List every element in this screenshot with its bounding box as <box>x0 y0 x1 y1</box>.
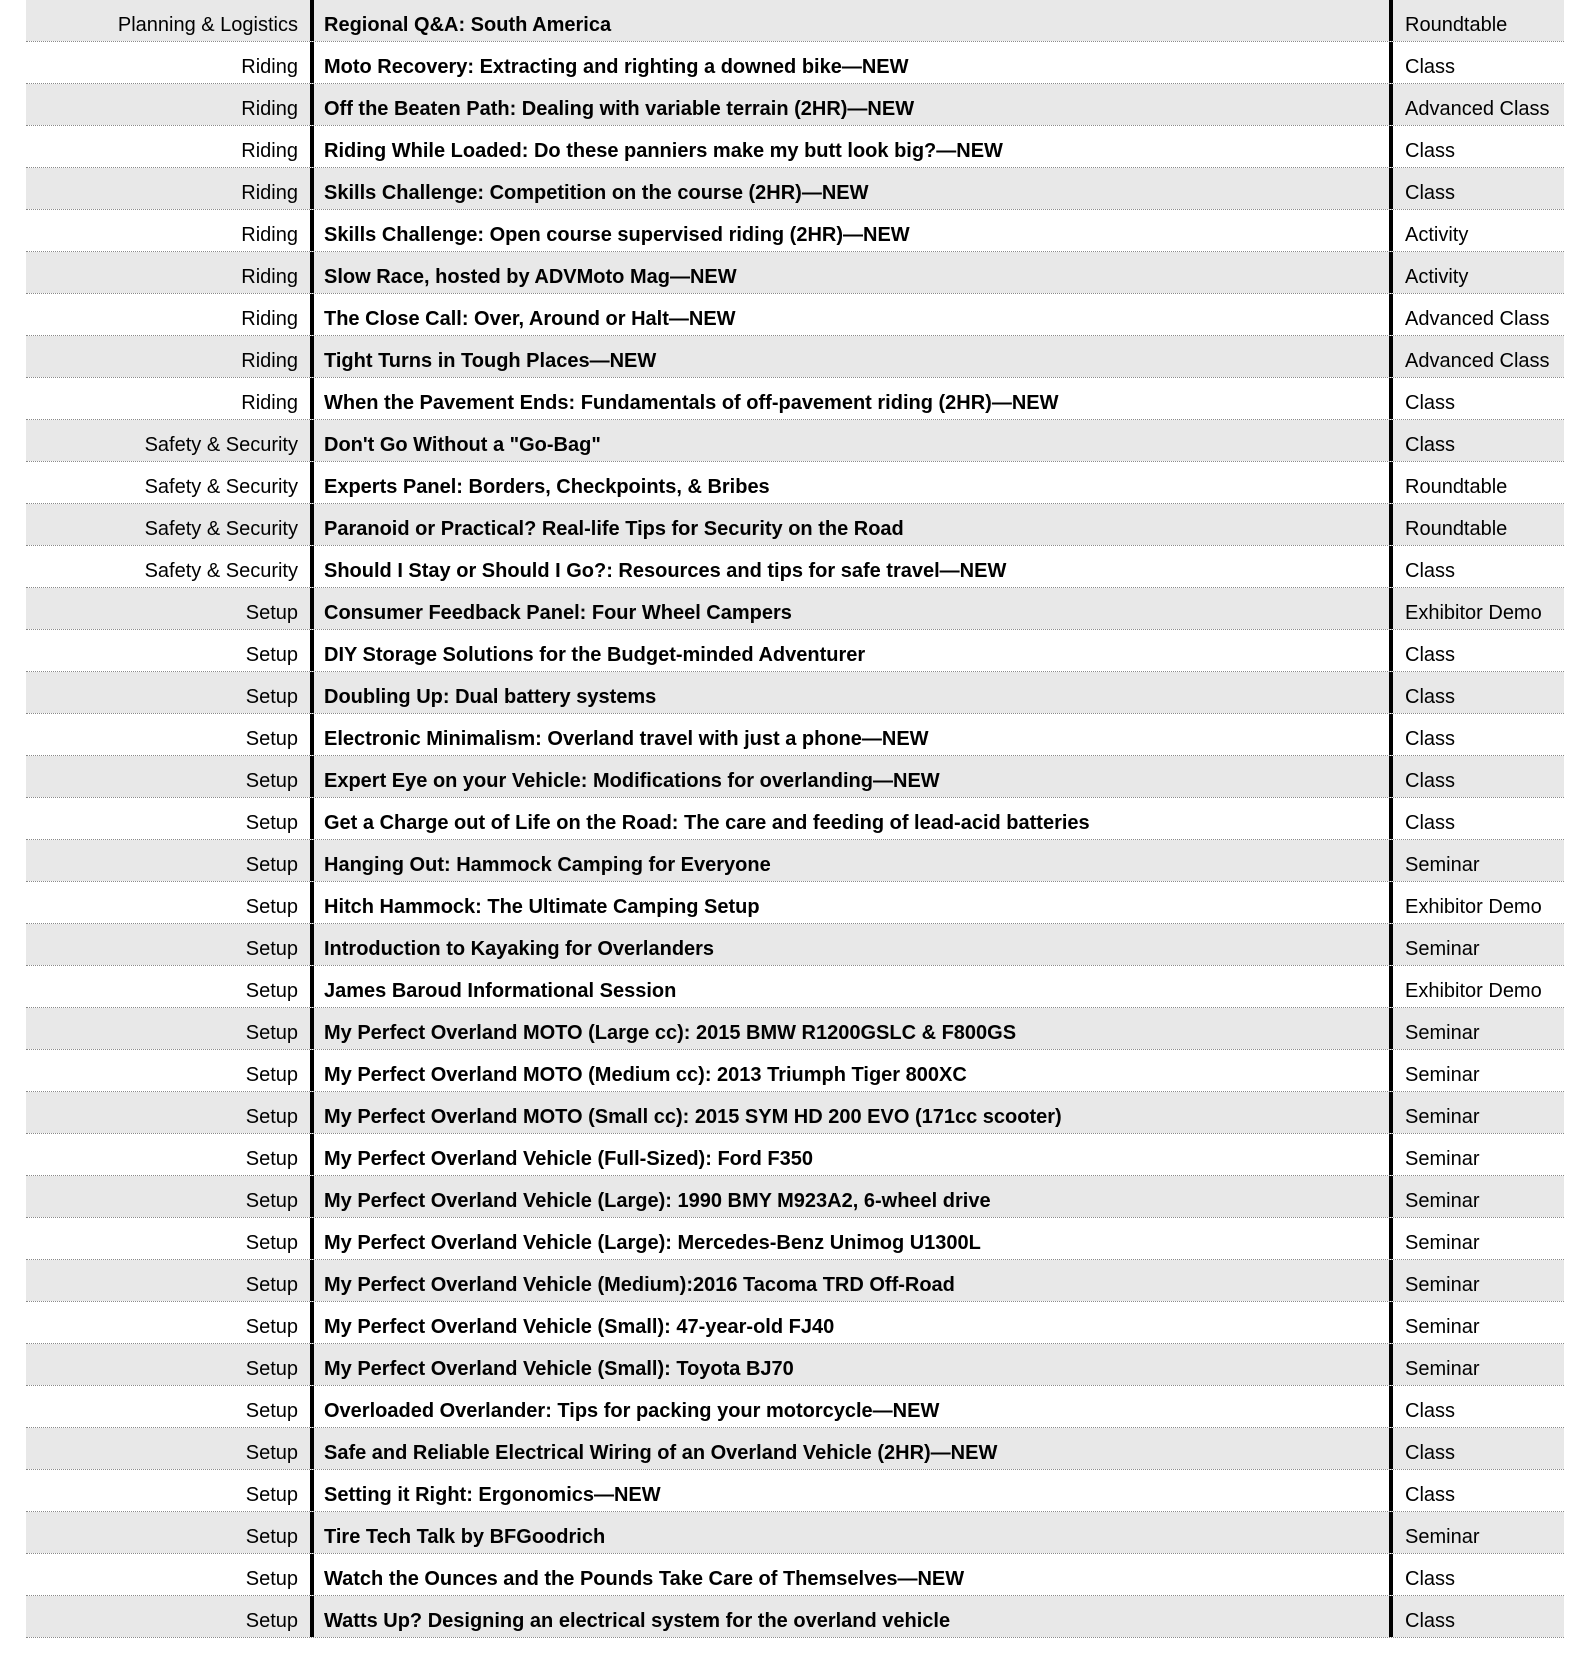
session-title-cell: Get a Charge out of Life on the Road: The care and feeding of lead-acid batteries <box>324 812 1090 834</box>
session-title-cell: Introduction to Kayaking for Overlanders <box>314 924 1389 965</box>
table-row <box>26 126 1564 168</box>
category-cell: Setup <box>26 1008 310 1049</box>
category-cell: Safety & Security <box>26 420 310 461</box>
session-type-cell: Seminar <box>1405 1148 1480 1170</box>
session-type-cell: Class <box>1393 1428 1564 1469</box>
session-title-cell: My Perfect Overland Vehicle (Small): 47-year-old FJ40 <box>324 1316 835 1338</box>
session-type-cell: Class <box>1405 1568 1456 1590</box>
session-type-cell: Seminar <box>1393 840 1564 881</box>
session-type-cell: Class <box>1393 1596 1564 1637</box>
session-title-cell: My Perfect Overland Vehicle (Full-Sized): Ford F350 <box>324 1148 814 1170</box>
category-cell: Setup <box>26 588 310 629</box>
category-cell: Riding <box>26 168 310 209</box>
session-title-cell: Skills Challenge: Open course supervised riding (2HR)—NEW <box>324 224 910 246</box>
session-title-cell: When the Pavement Ends: Fundamentals of off-pavement riding (2HR)—NEW <box>324 392 1059 414</box>
table-row <box>26 756 1564 798</box>
session-type-cell: Class <box>1405 392 1456 414</box>
table-row <box>26 1302 1564 1344</box>
table-row <box>26 714 1564 756</box>
session-title-cell: Off the Beaten Path: Dealing with variable terrain (2HR)—NEW <box>314 84 1389 125</box>
table-row <box>26 1428 1564 1470</box>
table-row <box>26 798 1564 840</box>
session-type-cell: Advanced Class <box>1405 308 1550 330</box>
category-cell: Setup <box>245 980 298 1002</box>
session-title-cell: Regional Q&A: South America <box>314 0 1389 41</box>
session-title-cell: Safe and Reliable Electrical Wiring of an Overland Vehicle (2HR)—NEW <box>314 1428 1389 1469</box>
category-cell: Setup <box>245 1316 298 1338</box>
table-row <box>26 840 1564 882</box>
session-title-cell: Expert Eye on your Vehicle: Modifications for overlanding—NEW <box>314 756 1389 797</box>
category-cell: Setup <box>26 1092 310 1133</box>
table-row <box>26 1092 1564 1134</box>
session-type-cell: Activity <box>1393 252 1564 293</box>
session-title-cell: My Perfect Overland Vehicle (Small): Toyota BJ70 <box>314 1344 1389 1385</box>
session-type-cell: Seminar <box>1393 924 1564 965</box>
table-row <box>26 1554 1564 1596</box>
session-title-cell: My Perfect Overland Vehicle (Large): Mercedes-Benz Unimog U1300L <box>324 1232 981 1254</box>
category-cell: Setup <box>26 1596 310 1637</box>
session-title-cell: Electronic Minimalism: Overland travel with just a phone—NEW <box>324 728 929 750</box>
category-cell: Setup <box>245 1148 298 1170</box>
session-type-cell: Class <box>1405 812 1456 834</box>
table-row <box>26 1176 1564 1218</box>
session-title-cell: Moto Recovery: Extracting and righting a downed bike—NEW <box>324 56 909 78</box>
category-cell: Safety & Security <box>144 476 298 498</box>
category-cell: Setup <box>26 1176 310 1217</box>
table-row <box>26 378 1564 420</box>
table-row <box>26 294 1564 336</box>
session-title-cell: My Perfect Overland MOTO (Medium cc): 2013 Triumph Tiger 800XC <box>324 1064 967 1086</box>
category-cell: Setup <box>26 1428 310 1469</box>
table-row <box>26 336 1564 378</box>
session-type-cell: Class <box>1405 1484 1456 1506</box>
session-type-cell: Class <box>1405 644 1456 666</box>
session-type-cell: Seminar <box>1393 1344 1564 1385</box>
session-title-cell: Should I Stay or Should I Go?: Resources and tips for safe travel—NEW <box>324 560 1007 582</box>
session-title-cell: Paranoid or Practical? Real-life Tips for Security on the Road <box>314 504 1389 545</box>
table-row <box>26 1596 1564 1638</box>
table-row <box>26 504 1564 546</box>
session-title-cell: The Close Call: Over, Around or Halt—NEW <box>324 308 736 330</box>
table-row <box>26 420 1564 462</box>
session-title-cell: Skills Challenge: Competition on the course (2HR)—NEW <box>314 168 1389 209</box>
table-row <box>26 1134 1564 1176</box>
session-type-cell: Seminar <box>1405 1316 1480 1338</box>
category-cell: Riding <box>241 224 298 246</box>
session-type-cell: Class <box>1405 560 1456 582</box>
category-cell: Setup <box>245 728 298 750</box>
session-title-cell: My Perfect Overland MOTO (Small cc): 2015 SYM HD 200 EVO (171cc scooter) <box>314 1092 1389 1133</box>
category-cell: Planning & Logistics <box>26 0 310 41</box>
category-cell: Setup <box>26 840 310 881</box>
category-cell: Setup <box>245 1484 298 1506</box>
table-row <box>26 588 1564 630</box>
table-row <box>26 630 1564 672</box>
table-row <box>26 168 1564 210</box>
session-title-cell: Hanging Out: Hammock Camping for Everyone <box>314 840 1389 881</box>
session-type-cell: Class <box>1393 672 1564 713</box>
session-title-cell: DIY Storage Solutions for the Budget-minded Adventurer <box>324 644 866 666</box>
session-type-cell: Activity <box>1405 224 1469 246</box>
session-type-cell: Seminar <box>1393 1512 1564 1553</box>
session-type-cell: Class <box>1405 728 1456 750</box>
table-row <box>26 1344 1564 1386</box>
table-row <box>26 1008 1564 1050</box>
session-title-cell: Hitch Hammock: The Ultimate Camping Setup <box>324 896 760 918</box>
category-cell: Setup <box>245 896 298 918</box>
table-row <box>26 1218 1564 1260</box>
session-type-cell: Class <box>1393 168 1564 209</box>
session-title-cell: Overloaded Overlander: Tips for packing your motorcycle—NEW <box>324 1400 940 1422</box>
session-title-cell: My Perfect Overland MOTO (Large cc): 2015 BMW R1200GSLC & F800GS <box>314 1008 1389 1049</box>
session-type-cell: Class <box>1405 1400 1456 1422</box>
table-row <box>26 462 1564 504</box>
category-cell: Safety & Security <box>144 560 298 582</box>
table-row <box>26 0 1564 42</box>
session-type-cell: Advanced Class <box>1393 84 1564 125</box>
session-type-cell: Seminar <box>1393 1176 1564 1217</box>
category-cell: Riding <box>241 392 298 414</box>
session-title-cell: Experts Panel: Borders, Checkpoints, & Bribes <box>324 476 770 498</box>
session-type-cell: Class <box>1405 140 1456 162</box>
session-type-cell: Advanced Class <box>1393 336 1564 377</box>
category-cell: Riding <box>241 308 298 330</box>
session-type-cell: Seminar <box>1393 1260 1564 1301</box>
category-cell: Setup <box>26 756 310 797</box>
category-cell: Setup <box>245 1400 298 1422</box>
session-type-cell: Seminar <box>1405 1064 1480 1086</box>
category-cell: Setup <box>26 924 310 965</box>
session-type-cell: Roundtable <box>1393 504 1564 545</box>
category-cell: Riding <box>26 336 310 377</box>
session-title-cell: My Perfect Overland Vehicle (Large): 1990 BMY M923A2, 6-wheel drive <box>314 1176 1389 1217</box>
session-title-cell: Tight Turns in Tough Places—NEW <box>314 336 1389 377</box>
session-type-cell: Exhibitor Demo <box>1405 896 1542 918</box>
session-type-cell: Exhibitor Demo <box>1405 980 1542 1002</box>
session-title-cell: James Baroud Informational Session <box>324 980 677 1002</box>
session-title-cell: Doubling Up: Dual battery systems <box>314 672 1389 713</box>
session-type-cell: Class <box>1393 420 1564 461</box>
category-cell: Setup <box>26 1260 310 1301</box>
table-row <box>26 1386 1564 1428</box>
session-title-cell: Watch the Ounces and the Pounds Take Care of Themselves—NEW <box>324 1568 965 1590</box>
table-row <box>26 252 1564 294</box>
session-type-cell: Roundtable <box>1393 0 1564 41</box>
category-cell: Setup <box>26 672 310 713</box>
schedule-table <box>26 0 1564 1638</box>
table-row <box>26 966 1564 1008</box>
table-row <box>26 1050 1564 1092</box>
session-type-cell: Seminar <box>1393 1092 1564 1133</box>
category-cell: Setup <box>245 644 298 666</box>
table-row <box>26 1470 1564 1512</box>
table-row <box>26 924 1564 966</box>
session-title-cell: Riding While Loaded: Do these panniers make my butt look big?—NEW <box>324 140 1003 162</box>
session-title-cell: Don't Go Without a "Go-Bag" <box>314 420 1389 461</box>
category-cell: Riding <box>26 252 310 293</box>
category-cell: Riding <box>26 84 310 125</box>
table-row <box>26 1512 1564 1554</box>
session-type-cell: Seminar <box>1405 1232 1480 1254</box>
category-cell: Setup <box>26 1344 310 1385</box>
category-cell: Setup <box>245 1064 298 1086</box>
session-title-cell: Setting it Right: Ergonomics—NEW <box>324 1484 661 1506</box>
session-title-cell: Consumer Feedback Panel: Four Wheel Campers <box>314 588 1389 629</box>
category-cell: Setup <box>245 812 298 834</box>
table-row <box>26 210 1564 252</box>
table-row <box>26 546 1564 588</box>
table-row <box>26 882 1564 924</box>
category-cell: Safety & Security <box>26 504 310 545</box>
category-cell: Riding <box>241 56 298 78</box>
session-title-cell: Slow Race, hosted by ADVMoto Mag—NEW <box>314 252 1389 293</box>
session-type-cell: Class <box>1393 756 1564 797</box>
table-row <box>26 42 1564 84</box>
session-type-cell: Class <box>1405 56 1456 78</box>
session-type-cell: Exhibitor Demo <box>1393 588 1564 629</box>
session-type-cell: Roundtable <box>1405 476 1508 498</box>
table-row <box>26 672 1564 714</box>
session-title-cell: My Perfect Overland Vehicle (Medium):2016 Tacoma TRD Off-Road <box>314 1260 1389 1301</box>
category-cell: Setup <box>26 1512 310 1553</box>
table-row <box>26 1260 1564 1302</box>
category-cell: Setup <box>245 1232 298 1254</box>
table-row <box>26 84 1564 126</box>
session-type-cell: Seminar <box>1393 1008 1564 1049</box>
category-cell: Setup <box>245 1568 298 1590</box>
category-cell: Riding <box>241 140 298 162</box>
session-title-cell: Watts Up? Designing an electrical system for the overland vehicle <box>314 1596 1389 1637</box>
session-title-cell: Tire Tech Talk by BFGoodrich <box>314 1512 1389 1553</box>
